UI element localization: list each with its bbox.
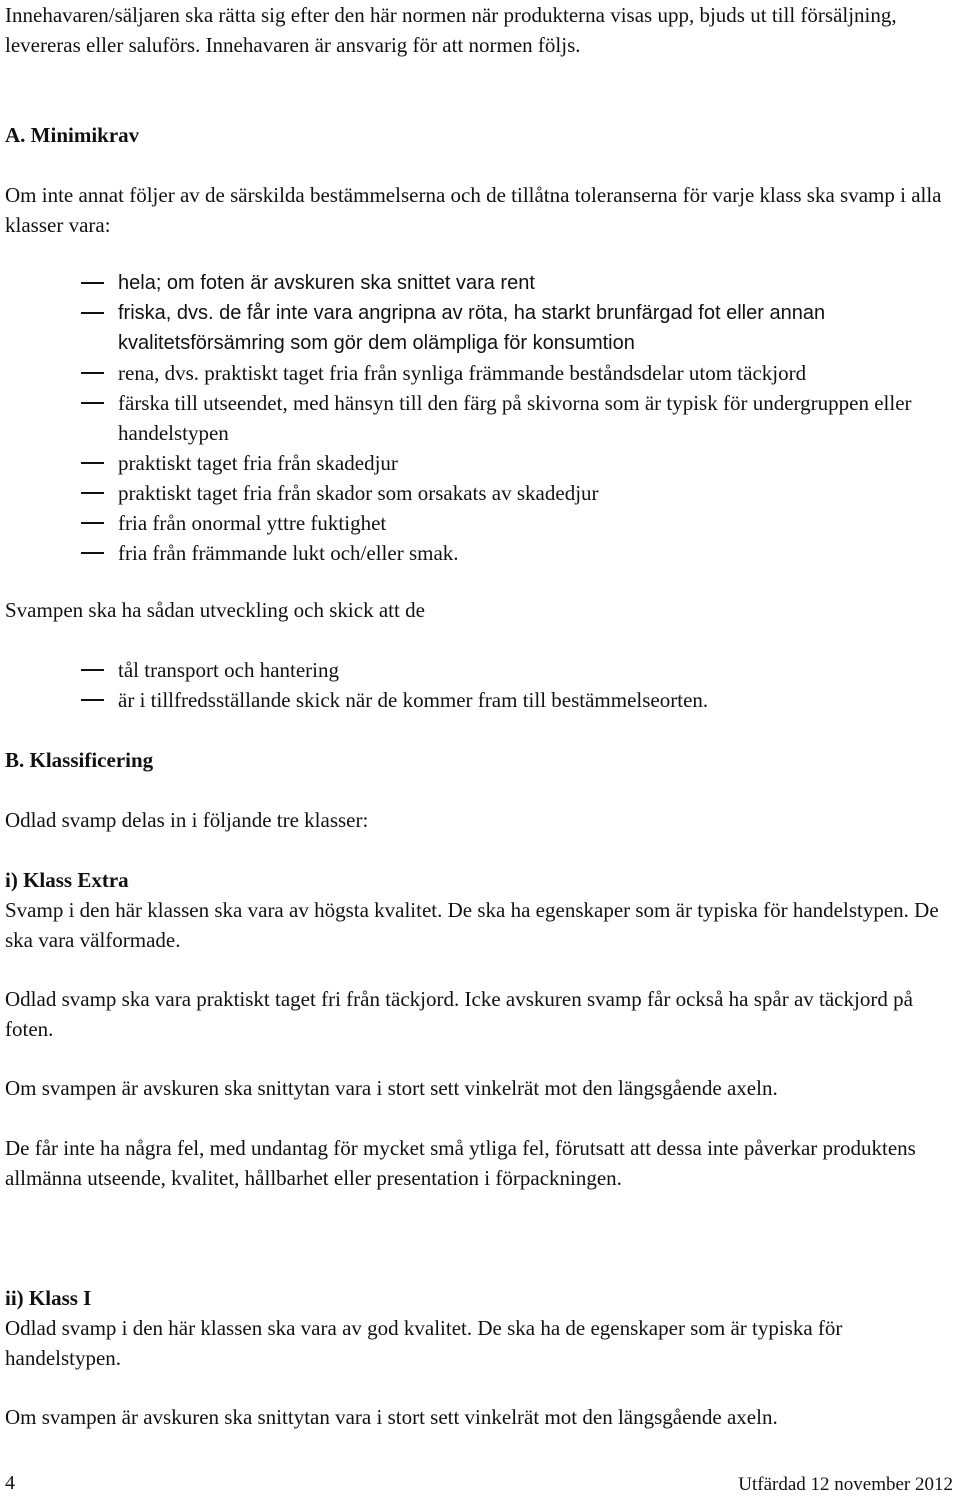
- class-extra-p2: Odlad svamp ska vara praktiskt taget fri från täckjord. Icke avskuren svamp får också ha spår av täckjord på foten.: [5, 987, 913, 1041]
- document-page: [5, 0, 955, 1495]
- class-i-p2: Om svampen är avskuren ska snittytan vara i stort sett vinkelrät mot den längsgående axeln.: [5, 1405, 778, 1429]
- class-extra-heading: i) Klass Extra: [5, 868, 129, 892]
- intro-paragraph: Innehavaren/säljaren ska rätta sig efter den här normen när produkterna visas upp, bjuds ut till försäljning, levereras eller saluförs. Innehavaren är ansvarig för att normen följs.: [5, 3, 897, 57]
- section-a-heading: A. Minimikrav: [5, 123, 140, 147]
- class-extra-p1: Svamp i den här klassen ska vara av högsta kvalitet. De ska ha egenskaper som är typiska för handelstypen. De ska vara välformade.: [5, 898, 939, 952]
- section-b-heading: B. Klassificering: [5, 748, 154, 772]
- list-item: hela; om foten är avskuren ska snittet vara rent: [5, 268, 955, 298]
- list-item: praktiskt taget fria från skador som orsakats av skadedjur: [5, 478, 955, 508]
- list-item: fria från onormal yttre fuktighet: [5, 508, 955, 538]
- list-item: friska, dvs. de får inte vara angripna av röta, ha starkt brunfärgad fot eller annan kvalitetsförsämring som gör dem olämpliga för konsumtion: [5, 298, 955, 358]
- dash-icon: [81, 372, 104, 374]
- class-i-heading: ii) Klass I: [5, 1286, 92, 1310]
- list-item: tål transport och hantering: [5, 655, 955, 685]
- dash-icon: [81, 492, 104, 494]
- issued-date: Utfärdad 12 november 2012: [738, 1474, 953, 1495]
- list-item: färska till utseendet, med hänsyn till den färg på skivorna som är typisk för undergruppen eller handelstypen: [5, 388, 955, 448]
- condition-list: [5, 655, 955, 715]
- dash-icon: [81, 699, 104, 701]
- section-a-lead: Om inte annat följer av de särskilda bestämmelserna och de tillåtna toleranserna för varje klass ska svamp i alla klasser vara:: [5, 183, 942, 237]
- list-item: rena, dvs. praktiskt taget fria från synliga främmande beståndsdelar utom täckjord: [5, 358, 955, 388]
- dash-icon: [81, 312, 104, 314]
- dash-icon: [81, 522, 104, 524]
- requirements-list: [5, 268, 955, 568]
- dash-icon: [81, 282, 104, 284]
- section-a-lead2: Svampen ska ha sådan utveckling och skick att de: [5, 598, 425, 622]
- dash-icon: [81, 552, 104, 554]
- dash-icon: [81, 402, 104, 404]
- class-extra-p4: De får inte ha några fel, med undantag för mycket små ytliga fel, förutsatt att dessa inte påverkar produktens allmänna utseende, kvalitet, hållbarhet eller presentation i förpackningen.: [5, 1136, 916, 1190]
- class-i-p1: Odlad svamp i den här klassen ska vara av god kvalitet. De ska ha de egenskaper som är typiska för handelstypen.: [5, 1316, 843, 1370]
- page-number: 4: [5, 1472, 15, 1494]
- class-extra-p3: Om svampen är avskuren ska snittytan vara i stort sett vinkelrät mot den längsgående axeln.: [5, 1076, 778, 1100]
- section-b-lead: Odlad svamp delas in i följande tre klasser:: [5, 808, 369, 832]
- list-item: är i tillfredsställande skick när de kommer fram till bestämmelseorten.: [5, 685, 955, 715]
- dash-icon: [81, 669, 104, 671]
- list-item: fria från främmande lukt och/eller smak.: [5, 538, 955, 568]
- dash-icon: [81, 462, 104, 464]
- list-item: praktiskt taget fria från skadedjur: [5, 448, 955, 478]
